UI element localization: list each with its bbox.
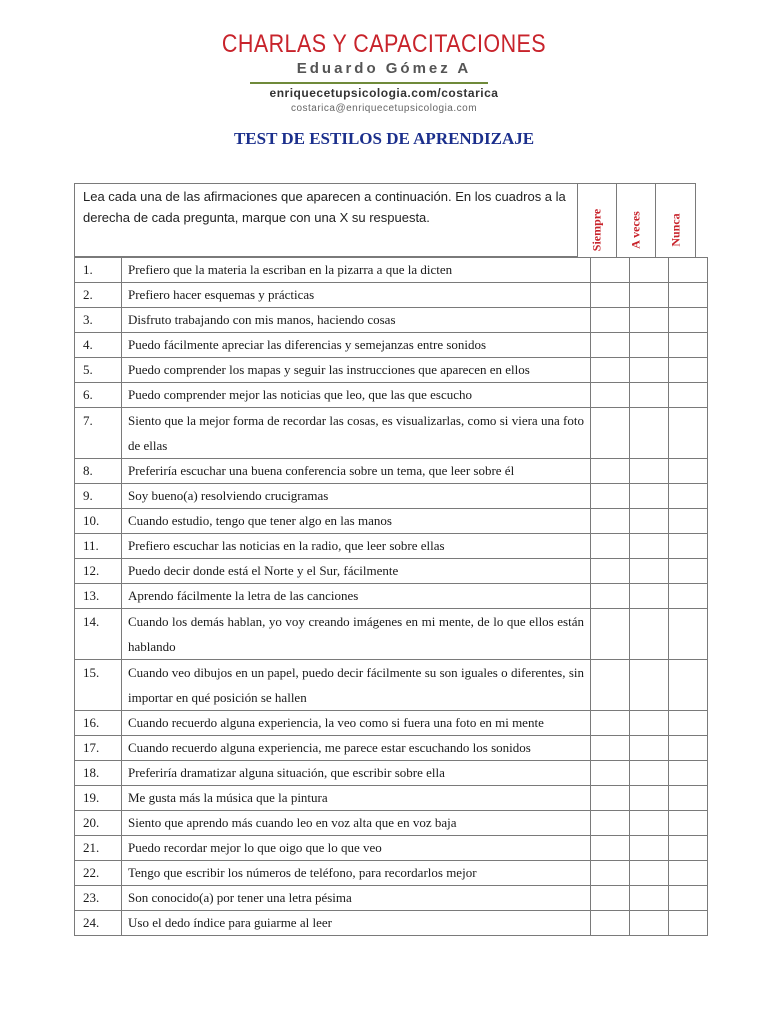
answer-box-nunca[interactable]: [669, 911, 708, 936]
column-header-nunca: [656, 183, 696, 257]
answer-box-a-veces[interactable]: [630, 836, 669, 861]
question-text: Me gusta más la música que la pintura: [122, 786, 591, 811]
answer-box-a-veces[interactable]: [630, 358, 669, 383]
question-number: 14.: [75, 609, 122, 660]
answer-box-a-veces[interactable]: [630, 786, 669, 811]
question-number: 13.: [75, 584, 122, 609]
question-text: Cuando recuerdo alguna experiencia, la veo como si fuera una foto en mi mente: [122, 711, 591, 736]
questions-table-body: [75, 258, 708, 936]
question-text: Preferiría dramatizar alguna situación, que escribir sobre ella: [122, 761, 591, 786]
answer-box-nunca[interactable]: [669, 736, 708, 761]
answer-box-nunca[interactable]: [669, 484, 708, 509]
question-text: Prefiero hacer esquemas y prácticas: [122, 283, 591, 308]
answer-box-a-veces[interactable]: [630, 660, 669, 711]
answer-box-nunca[interactable]: [669, 258, 708, 283]
question-row: [75, 308, 708, 333]
question-text: Tengo que escribir los números de teléfono, para recordarlos mejor: [122, 861, 591, 886]
answer-box-a-veces[interactable]: [630, 383, 669, 408]
question-number: 4.: [75, 333, 122, 358]
question-text: Puedo decir donde está el Norte y el Sur, fácilmente: [122, 559, 591, 584]
answer-box-nunca[interactable]: [669, 861, 708, 886]
answer-box-a-veces[interactable]: [630, 258, 669, 283]
question-number: 24.: [75, 911, 122, 936]
question-row: [75, 484, 708, 509]
answer-box-siempre[interactable]: [591, 609, 630, 660]
answer-box-a-veces[interactable]: [630, 459, 669, 484]
answer-box-a-veces[interactable]: [630, 711, 669, 736]
questions-table: [74, 257, 708, 936]
question-text: Puedo recordar mejor lo que oigo que lo que veo: [122, 836, 591, 861]
question-row: [75, 886, 708, 911]
answer-box-siempre[interactable]: [591, 358, 630, 383]
answer-box-siempre[interactable]: [591, 711, 630, 736]
instructions-text: Lea cada una de las afirmaciones que aparecen a continuación. En los cuadros a la derecha de cada pregunta, marque con una X su respuesta.: [74, 183, 578, 257]
answer-column-headers: [578, 183, 696, 257]
answer-box-siempre[interactable]: [591, 559, 630, 584]
question-number: 8.: [75, 459, 122, 484]
column-header-a-veces: [617, 183, 656, 257]
answer-box-siempre[interactable]: [591, 736, 630, 761]
answer-box-siempre[interactable]: [591, 836, 630, 861]
answer-box-siempre[interactable]: [591, 408, 630, 459]
question-number: 1.: [75, 258, 122, 283]
question-text: Cuando estudio, tengo que tener algo en las manos: [122, 509, 591, 534]
question-row: [75, 408, 708, 459]
question-row: [75, 459, 708, 484]
answer-box-a-veces[interactable]: [630, 283, 669, 308]
answer-box-nunca[interactable]: [669, 786, 708, 811]
question-row: [75, 911, 708, 936]
answer-box-a-veces[interactable]: [630, 609, 669, 660]
answer-box-a-veces[interactable]: [630, 509, 669, 534]
question-text: Puedo fácilmente apreciar las diferencias y semejanzas entre sonidos: [122, 333, 591, 358]
answer-box-nunca[interactable]: [669, 283, 708, 308]
answer-box-nunca[interactable]: [669, 408, 708, 459]
question-number: 5.: [75, 358, 122, 383]
question-text: Prefiero escuchar las noticias en la radio, que leer sobre ellas: [122, 534, 591, 559]
answer-box-siempre[interactable]: [591, 584, 630, 609]
answer-box-nunca[interactable]: [669, 836, 708, 861]
page-title: TEST DE ESTILOS DE APRENDIZAJE: [233, 129, 535, 148]
question-row: [75, 534, 708, 559]
question-row: [75, 333, 708, 358]
question-text: Siento que aprendo más cuando leo en voz alta que en voz baja: [122, 811, 591, 836]
question-text: Cuando recuerdo alguna experiencia, me parece estar escuchando los sonidos: [122, 736, 591, 761]
question-number: 3.: [75, 308, 122, 333]
answer-box-nunca[interactable]: [669, 358, 708, 383]
email-link[interactable]: costarica@enriquecetupsicologia.com: [290, 103, 478, 114]
answer-box-nunca[interactable]: [669, 584, 708, 609]
answer-box-a-veces[interactable]: [630, 761, 669, 786]
question-row: [75, 761, 708, 786]
answer-box-a-veces[interactable]: [630, 408, 669, 459]
answer-box-nunca[interactable]: [669, 886, 708, 911]
column-label-siempre: Siempre: [589, 208, 604, 252]
question-text: Cuando veo dibujos en un papel, puedo decir fácilmente su son iguales o diferentes, sin importar en qué posición se hallen: [122, 660, 591, 711]
answer-box-siempre[interactable]: [591, 308, 630, 333]
answer-box-nunca[interactable]: [669, 333, 708, 358]
question-row: [75, 383, 708, 408]
question-number: 9.: [75, 484, 122, 509]
answer-box-nunca[interactable]: [669, 383, 708, 408]
answer-box-nunca[interactable]: [669, 509, 708, 534]
answer-box-nunca[interactable]: [669, 534, 708, 559]
question-number: 20.: [75, 811, 122, 836]
question-row: [75, 509, 708, 534]
answer-box-nunca[interactable]: [669, 609, 708, 660]
header-divider: [250, 82, 488, 84]
website-link[interactable]: enriquecetupsicologia.com/costarica: [269, 86, 499, 100]
answer-box-a-veces[interactable]: [630, 534, 669, 559]
answer-box-siempre[interactable]: [591, 861, 630, 886]
answer-box-siempre[interactable]: [591, 333, 630, 358]
answer-box-nunca[interactable]: [669, 308, 708, 333]
answer-box-siempre[interactable]: [591, 459, 630, 484]
question-number: 15.: [75, 660, 122, 711]
question-row: [75, 559, 708, 584]
answer-box-siempre[interactable]: [591, 534, 630, 559]
question-text: Disfruto trabajando con mis manos, haciendo cosas: [122, 308, 591, 333]
question-number: 11.: [75, 534, 122, 559]
brand-title: CHARLAS Y CAPACITACIONES: [221, 30, 547, 58]
answer-box-siempre[interactable]: [591, 811, 630, 836]
question-row: [75, 811, 708, 836]
question-row: [75, 584, 708, 609]
answer-box-a-veces[interactable]: [630, 333, 669, 358]
question-text: Son conocido(a) por tener una letra pésima: [122, 886, 591, 911]
answer-box-siempre[interactable]: [591, 509, 630, 534]
question-row: [75, 609, 708, 660]
question-text: Uso el dedo índice para guiarme al leer: [122, 911, 591, 936]
question-number: 18.: [75, 761, 122, 786]
question-number: 17.: [75, 736, 122, 761]
question-text: Preferiría escuchar una buena conferencia sobre un tema, que leer sobre él: [122, 459, 591, 484]
answer-box-a-veces[interactable]: [630, 736, 669, 761]
question-number: 10.: [75, 509, 122, 534]
answer-box-nunca[interactable]: [669, 761, 708, 786]
question-number: 7.: [75, 408, 122, 459]
column-label-a-veces: A veces: [628, 211, 643, 249]
answer-box-siempre[interactable]: [591, 258, 630, 283]
answer-box-nunca[interactable]: [669, 811, 708, 836]
answer-box-siempre[interactable]: [591, 761, 630, 786]
answer-box-siempre[interactable]: [591, 484, 630, 509]
question-number: 12.: [75, 559, 122, 584]
answer-box-siempre[interactable]: [591, 383, 630, 408]
question-text: Prefiero que la materia la escriban en la pizarra a que la dicten: [122, 258, 591, 283]
author-name: Eduardo Gómez A: [296, 60, 472, 77]
answer-box-siempre[interactable]: [591, 886, 630, 911]
question-text: Soy bueno(a) resolviendo crucigramas: [122, 484, 591, 509]
answer-box-siempre[interactable]: [591, 283, 630, 308]
answer-box-nunca[interactable]: [669, 559, 708, 584]
answer-box-a-veces[interactable]: [630, 886, 669, 911]
question-row: [75, 736, 708, 761]
answer-box-siempre[interactable]: [591, 786, 630, 811]
question-number: 6.: [75, 383, 122, 408]
question-number: 19.: [75, 786, 122, 811]
answer-box-a-veces[interactable]: [630, 861, 669, 886]
question-number: 22.: [75, 861, 122, 886]
question-text: Cuando los demás hablan, yo voy creando imágenes en mi mente, de lo que ellos están hablando: [122, 609, 591, 660]
question-row: [75, 861, 708, 886]
answer-box-a-veces[interactable]: [630, 308, 669, 333]
answer-box-siempre[interactable]: [591, 660, 630, 711]
question-row: [75, 358, 708, 383]
answer-box-a-veces[interactable]: [630, 484, 669, 509]
question-row: [75, 786, 708, 811]
question-row: [75, 258, 708, 283]
answer-box-a-veces[interactable]: [630, 559, 669, 584]
answer-box-nunca[interactable]: [669, 459, 708, 484]
answer-box-nunca[interactable]: [669, 711, 708, 736]
answer-box-nunca[interactable]: [669, 660, 708, 711]
question-text: Siento que la mejor forma de recordar las cosas, es visualizarlas, como si viera una foto de ellas: [122, 408, 591, 459]
question-number: 2.: [75, 283, 122, 308]
answer-box-a-veces[interactable]: [630, 911, 669, 936]
question-text: Puedo comprender mejor las noticias que leo, que las que escucho: [122, 383, 591, 408]
question-number: 16.: [75, 711, 122, 736]
question-number: 23.: [75, 886, 122, 911]
question-text: Aprendo fácilmente la letra de las canciones: [122, 584, 591, 609]
question-row: [75, 283, 708, 308]
column-label-nunca: Nunca: [668, 213, 682, 247]
answer-box-siempre[interactable]: [591, 911, 630, 936]
question-row: [75, 836, 708, 861]
question-row: [75, 711, 708, 736]
question-text: Puedo comprender los mapas y seguir las instrucciones que aparecen en ellos: [122, 358, 591, 383]
answer-box-a-veces[interactable]: [630, 584, 669, 609]
answer-box-a-veces[interactable]: [630, 811, 669, 836]
question-number: 21.: [75, 836, 122, 861]
column-header-siempre: [578, 183, 617, 257]
question-row: [75, 660, 708, 711]
